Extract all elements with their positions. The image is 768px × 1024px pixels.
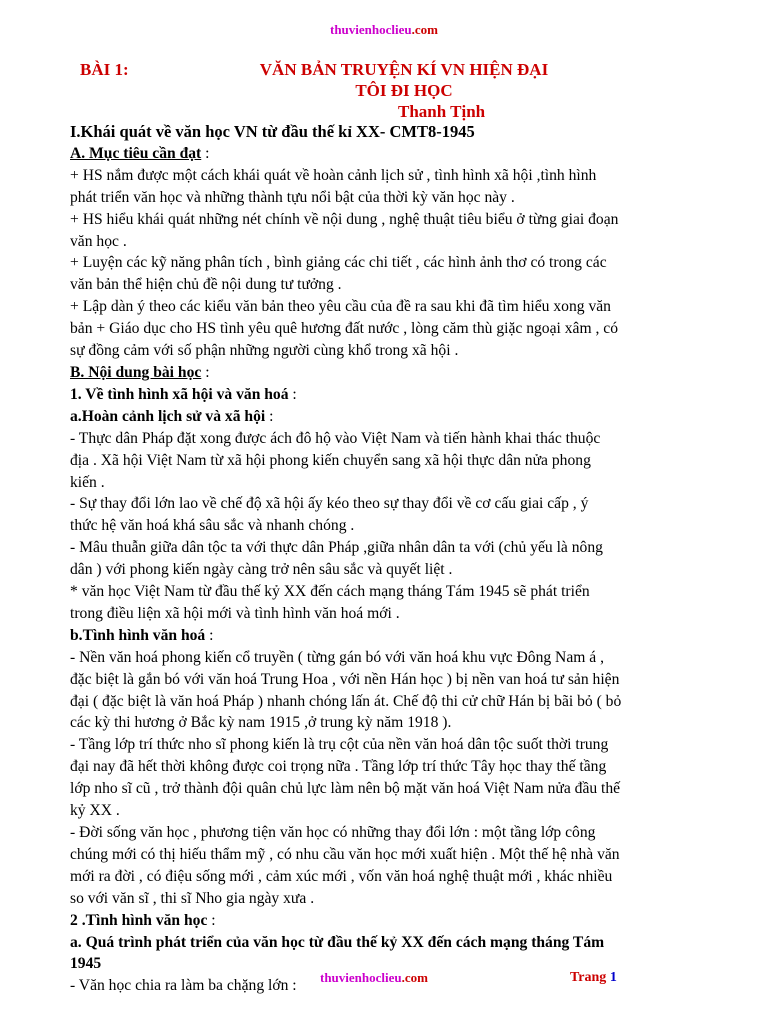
document-title: VĂN BẢN TRUYỆN KÍ VN HIỆN ĐẠI [259,60,549,79]
text-line: các kỳ thi hương ở Bắc kỳ nam 1915 ,ở trung kỳ năm 1918 ). [70,714,452,732]
text-line: bản + Giáo dục cho HS tình yêu quê hương đất nước , lòng căm thù giặc ngoại xâm , có [70,320,618,338]
text-line: + Luyện các kỹ năng phân tích , bình giảng các chi tiết , các hình ảnh thơ có trong các [70,254,607,272]
document-subtitle: TÔI ĐI HỌC [355,81,453,100]
text-line: - Tầng lớp trí thức nho sĩ phong kiến là trụ cột của nền văn hoá dân tộc suốt thời trung [70,736,609,754]
text-line: - Thực dân Pháp đặt xong được ách đô hộ vào Việt Nam và tiến hành khai thác thuộc [70,429,601,447]
site-name: thuvienhoclieu [320,970,402,985]
subsection-1-title: 1. Về tình hình xã hội và văn hoá [70,385,289,403]
site-tld: .com [401,970,428,985]
text-line: chúng mới có thị hiếu thẩm mỹ , có nhu cầu văn học mới xuất hiện . Một thế hệ nhà văn [70,845,620,863]
text-line: lớp nho sĩ cũ , trở thành đội quân chủ lực làm nên bộ mặt văn hoá Việt Nam nửa đầu thế [70,780,621,798]
subsection-a-heading [70,406,710,428]
subsection-1-colon: : [288,385,297,403]
text-line: phát triển văn học và những thành tựu nổi bật của thời kỳ văn học này . [70,188,515,206]
text-line: 1945 [70,955,102,973]
text-line: a. Quá trình phát triển của văn học từ đầu thế kỷ XX đến cách mạng tháng Tám [70,933,605,951]
subsection-a-colon: : [265,407,274,425]
section-b-label: B. Nội dung bài học [70,363,202,381]
subsection-a-lines [70,428,710,625]
section-b-heading [70,362,710,384]
site-tld: .com [411,22,438,37]
text-line: đại nay đã hết thời không được coi trọng nữa . Tầng lớp trí thức Tây học thay thế tầng [70,758,607,776]
text-line: - Mâu thuẫn giữa dân tộc ta với thực dân Pháp ,giữa nhân dân ta với (chủ yếu là nông [70,539,603,557]
subsection-b-heading [70,625,710,647]
section-a-label: A. Mục tiêu cần đạt [70,144,202,162]
text-line: + HS hiểu khái quát những nét chính về nội dung , nghệ thuật tiêu biểu ở từng giai đoạn [70,210,619,228]
section-a-lines [70,165,710,362]
text-line: kỷ XX . [70,802,120,820]
text-line: - Sự thay đổi lớn lao về chế độ xã hội ấy kéo theo sự thay đổi về cơ cấu giai cấp , ý [70,495,589,513]
subsection-b-colon: : [205,626,214,644]
text-line: * văn học Việt Nam từ đầu thế kỷ XX đến cách mạng tháng Tám 1945 sẽ phát triển [70,583,590,601]
subsection-2a-heading [70,932,710,976]
text-line: so với văn sĩ , thi sĩ Nho gia ngày xưa . [70,889,315,907]
lesson-number: BÀI 1: [80,60,129,79]
section-a-colon: : [201,144,210,162]
text-line: thức hệ văn hoá khá sâu sắc và nhanh chóng . [70,517,355,535]
author-name: Thanh Tịnh [398,102,486,121]
text-line: sự đồng cảm với số phận những người cùng khổ trong xã hội . [70,342,459,360]
text-line: văn học . [70,232,127,250]
subsection-b-title: b.Tình hình văn hoá [70,626,206,644]
subsection-a-title: a.Hoàn cảnh lịch sử và xã hội [70,407,266,425]
page-number [570,970,617,986]
text-line: đặc biệt là gắn bó với văn hoá Trung Hoa , với nền Hán học ) bị nền van hoá tư sản hiện [70,670,620,688]
section-heading: I.Khái quát về văn học VN từ đầu thế kỉ XX- CMT8-1945 [70,122,475,141]
document-body [70,121,710,997]
site-watermark-top[interactable] [0,22,768,38]
text-line: văn bản thể hiện chủ đề nội dung tư tưởng . [70,276,342,294]
text-line: dân ) với phong kiến ngày càng trở nên sâu sắc và quyết liệt . [70,561,453,579]
page-label: Trang [570,970,610,985]
text-line: địa . Xã hội Việt Nam từ xã hội phong kiến chuyển sang xã hội thực dân nửa phong [70,451,591,469]
text-line: mới ra đời , có điệu sống mới , cảm xúc mới , vốn văn hoá nghệ thuật mới , khác nhiều [70,867,613,885]
subsection-2-title: 2 .Tình hình văn học [70,911,208,929]
subsection-2-heading [70,910,710,932]
text-line: kiến . [70,473,105,491]
site-name: thuvienhoclieu [330,22,412,37]
subsection-1-heading [70,384,710,406]
subsection-2-colon: : [207,911,216,929]
text-line: trong điều liện xã hội mới và tình hình văn hoá mới . [70,604,400,622]
text-line: đại ( đặc biệt là văn hoá Pháp ) nhanh chóng lấn át. Chế độ thi cử chữ Hán bị bãi bỏ ( bỏ [70,692,622,710]
site-watermark-bottom[interactable] [320,970,428,986]
text-line: - Văn học chia ra làm ba chặng lớn : [70,977,297,995]
text-line: + HS nắm được một cách khái quát về hoàn cảnh lịch sử , tình hình xã hội ,tình hình [70,166,597,184]
section-b-colon: : [201,363,210,381]
page-number-value: 1 [609,970,617,985]
text-line: + Lập dàn ý theo các kiểu văn bản theo yêu cầu của đề ra sau khi đã tìm hiểu xong văn [70,298,611,316]
text-line: - Đời sống văn học , phương tiện văn học có những thay đổi lớn : một tầng lớp công [70,824,596,841]
text-line: - Nền văn hoá phong kiến cổ truyền ( từng gán bó với văn hoá khu vực Đông Nam á , [70,648,604,666]
section-a-heading [70,143,710,165]
subsection-b-lines [70,647,710,910]
